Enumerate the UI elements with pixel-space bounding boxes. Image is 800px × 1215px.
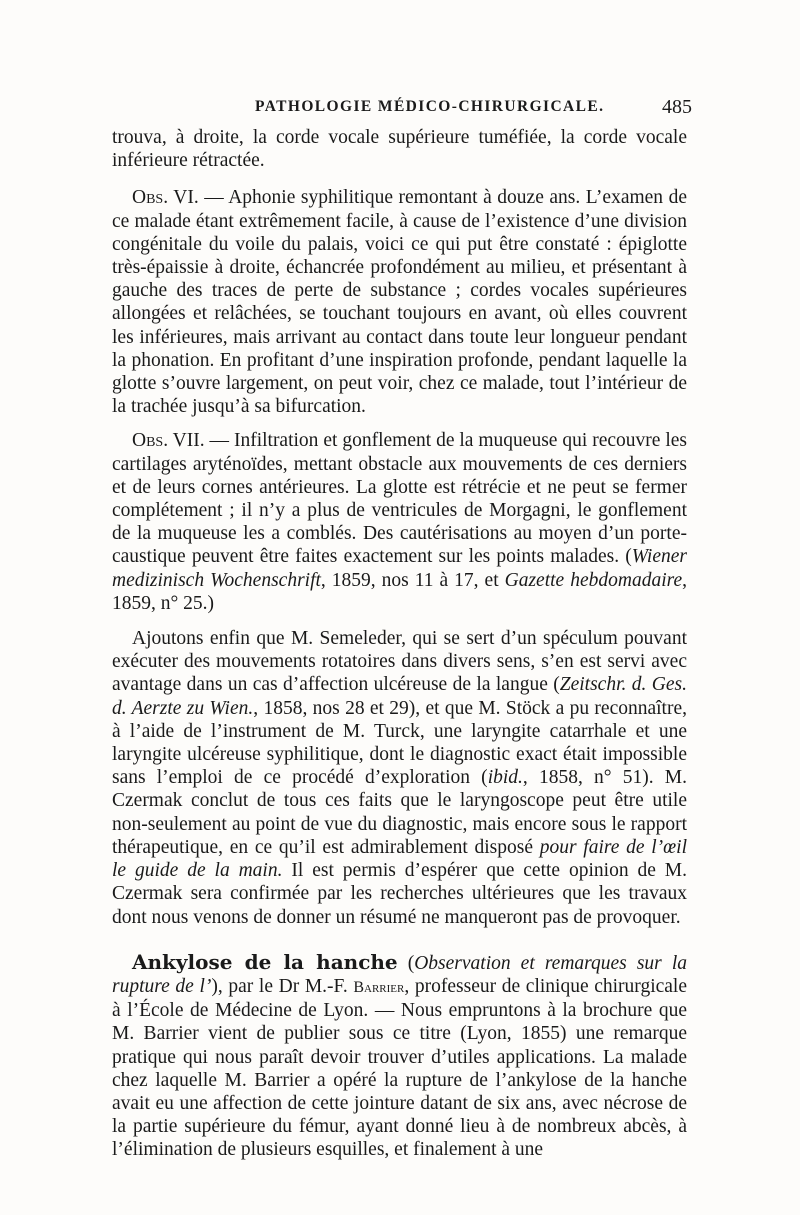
- obs-7-text: — Infiltration et gonflement de la muqueuse qui recouvre les cartilages aryténoïdes, mettant obstacle aux mouvements de ces derniers et de leurs cornes antérieures. La glotte est rétrécie et ne peut se fermer complétement ; il n’y a plus de ventricules de Morgagni, le gonflement de la muqueuse les a comblés. Des cautérisations au moyen d’un porte-caustique peuvent être faites exactement sur les points malades.: [112, 430, 687, 568]
- running-title: PATHOLOGIE MÉDICO-CHIRURGICALE.: [255, 98, 605, 115]
- body-text: [112, 126, 687, 1162]
- paragraph-obs-6: [112, 186, 687, 418]
- paragraph-ankylose: Ankylose de la hanche (Observation et remarques sur la rupture de l’), par le Dr M.-F. Barrier, professeur de clinique chirurgicale à l’École de Médecine de Lyon. — Nous empruntons à la brochure que M. Barrier vient de publier sous ce titre (Lyon, 1855) une remarque pratique qui nous paraît devoir trouver d’utiles applications. La malade chez laquelle M. Barrier a opéré la rupture de l’ankylose de la hanche avait eu une affection de cette jointure datant de six ans, avec nécrose de la partie supérieure du fémur, ayant donné lieu à de nombreux abcès, à l’élimination de plusieurs esquilles, et finalement à une: [112, 949, 687, 1161]
- citation-ibid: ibid.: [487, 767, 523, 789]
- quote-guide-de-la-main: pour faire de l’œil le guide de la main.: [112, 836, 687, 882]
- paragraph-semeleder: Ajoutons enfin que M. Semeleder, qui se sert d’un spéculum pouvant exécuter des mouvements rotatoires dans divers sens, s’en est servi avec avantage dans un cas d’affection ulcéreuse de la langue (Zeitschr. d. Ges. d. Aerzte zu Wien., 1858, nos 28 et 29), et que M. Stöck a pu reconnaître, à l’aide de l’instrument de M. Turck, une laryngite catarrhale et une laryngite ulcéreuse syphilitique, dont le diagnostic exact était impossible sans l’emploi de ce procédé d’exploration (ibid., 1858, n° 51). M. Czermak conclut de tous ces faits que le laryngoscope peut être utile non-seulement au point de vue du diagnostic, mais encore sous le rapport thérapeutique, en ce qu’il est admirablement disposé pour faire de l’œil le guide de la main. Il est permis d’espérer que cette opinion de M. Czermak sera confirmée par les recherches ultérieures que les travaux dont nous venons de donner un résumé ne manqueront pas de provoquer.: [112, 628, 688, 928]
- citation-wiener: Wiener medizinisch Wochenschrift: [112, 546, 687, 591]
- paragraph-continuation: trouva, à droite, la corde vocale supérieure tuméfiée, la corde vocale inférieure rétractée.: [112, 127, 687, 172]
- obs-7-label: Obs. VII.: [132, 430, 205, 452]
- page-header: [112, 98, 692, 128]
- paragraph-obs-7: Obs. VII. — Infiltration et gonflement de la muqueuse qui recouvre les cartilages aryténoïdes, mettant obstacle aux mouvements de ces derniers et de leurs cornes antérieures. La glotte est rétrécie et ne peut se fermer complétement ; il n’y a plus de ventricules de Morgagni, le gonflement de la muqueuse les a comblés. Des cautérisations au moyen d’un porte-caustique peuvent être faites exactement sur les points malades. (Wiener medizinisch Wochenschrift, 1859, nos 11 à 17, et Gazette hebdomadaire, 1859, n° 25.): [112, 430, 688, 614]
- author-name: Barrier: [353, 978, 405, 996]
- obs-6-text: — Aphonie syphilitique remontant à douze ans. L’examen de ce malade étant extrêmement facile, à cause de l’existence d’une division congénitale du voile du palais, voici ce qui put être constaté : épiglotte très-épaissie à droite, échancrée profondément au milieu, et présentant à gauche des traces de perte de substance ; cordes vocales supérieures allongées et relâchées, se touchant toujours en avant, où elles couvrent les inférieures, mais arrivant au contact dans toute leur longueur pendant la phonation. En profitant d’une inspiration profonde, pendant laquelle la glotte s’ouvre largement, on peut voir, chez ce malade, tout l’intérieur de la trachée jusqu’à sa bifurcation.: [112, 187, 687, 418]
- section-subtitle: Observation et remarques sur la rupture de l’: [112, 952, 687, 997]
- obs-6-label: Obs. VI.: [132, 187, 199, 209]
- citation-gazette: Gazette hebdomadaire: [504, 569, 683, 591]
- citation-zeitschr: Zeitschr. d. Ges. d. Aerzte zu Wien.: [112, 674, 687, 719]
- section-title: Ankylose de la hanche: [132, 949, 398, 974]
- page-number: 485: [662, 96, 692, 118]
